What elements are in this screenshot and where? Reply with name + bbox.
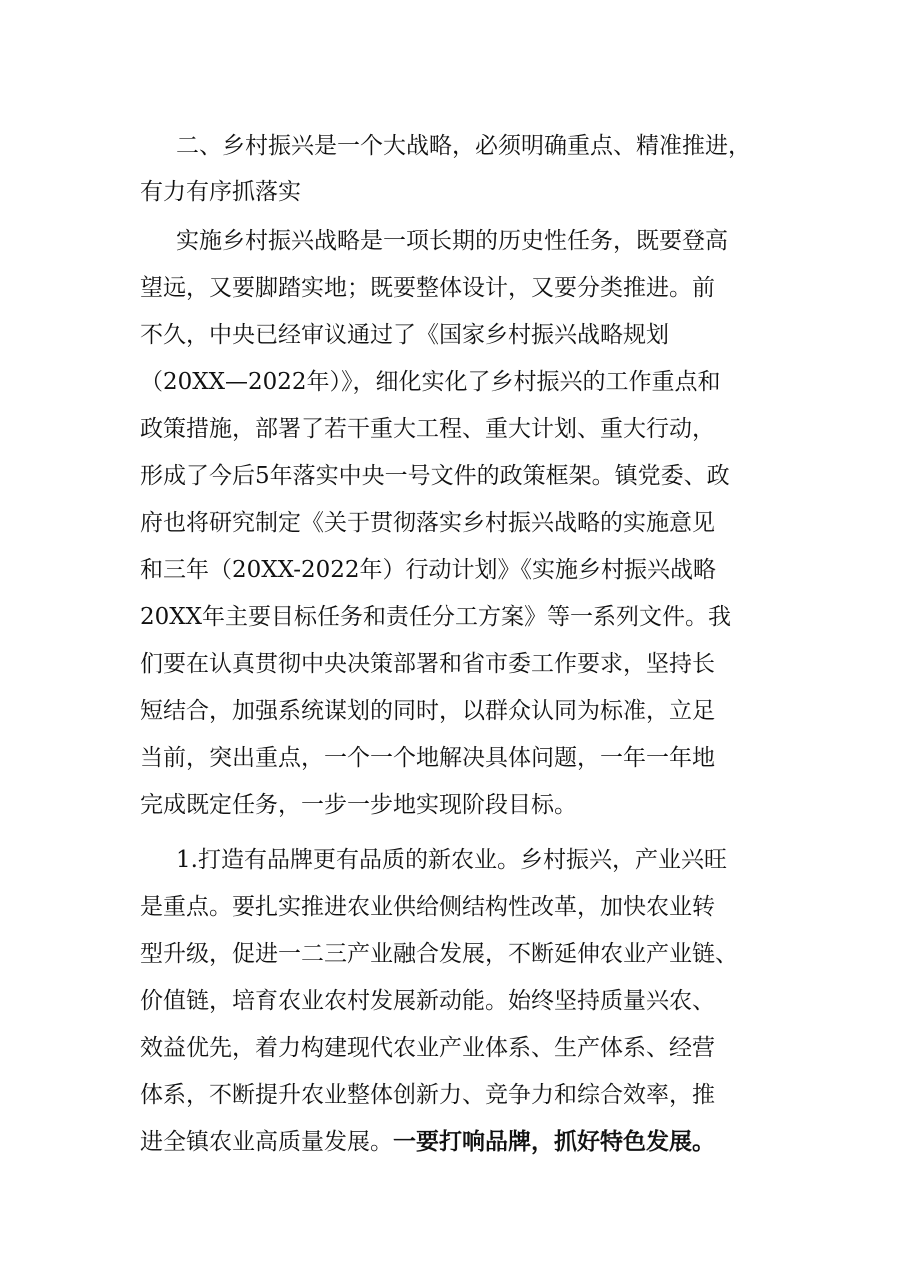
paragraph2-line-7: [140, 1122, 780, 1162]
paragraph1-line-2: 望远，又要脚踏实地；既要整体设计，又要分类推进。前: [140, 275, 715, 301]
paragraph2-line-2: 是重点。要扎实推进农业供给侧结构性改革，加快农业转: [140, 894, 715, 920]
paragraph1-line-8: 和三年（20XX-2022年）行动计划》《实施乡村振兴战略: [140, 557, 716, 583]
paragraph1-line-13: 完成既定任务，一步一步地实现阶段目标。: [140, 792, 577, 818]
paragraph2-line-4: 价值链，培育农业农村发展新动能。始终坚持质量兴农、: [140, 988, 715, 1014]
paragraph2-line-3: 型升级，促进一二三产业融合发展，不断延伸农业产业链、: [140, 941, 738, 967]
paragraph1-line-1: 实施乡村振兴战略是一项长期的历史性任务，既要登高: [176, 228, 728, 254]
paragraph2-line-5: 效益优先，着力构建现代农业产业体系、生产体系、经营: [140, 1035, 715, 1061]
paragraph2-last-bold-text: 一要打响品牌，抓好特色发展。: [393, 1128, 715, 1155]
paragraph1-line-5: 政策措施，部署了若干重大工程、重大计划、重大行动，: [140, 416, 715, 442]
paragraph1-line-9: 20XX年主要目标任务和责任分工方案》等一系列文件。我: [140, 604, 732, 630]
paragraph1-line-12: 当前，突出重点，一个一个地解决具体问题，一年一年地: [140, 745, 715, 771]
paragraph1-line-6: 形成了今后5年落实中央一号文件的政策框架。镇党委、政: [140, 463, 730, 489]
paragraph1-line-7: 府也将研究制定《关于贯彻落实乡村振兴战略的实施意见: [140, 510, 715, 536]
paragraph2-line-1: 1.打造有品牌更有品质的新农业。乡村振兴，产业兴旺: [176, 847, 727, 873]
paragraph1-line-4: （20XX—2022年）》，细化实化了乡村振兴的工作重点和: [140, 369, 721, 395]
paragraph1-line-11: 短结合，加强系统谋划的同时，以群众认同为标准，立足: [140, 698, 715, 724]
paragraph1-line-10: 们要在认真贯彻中央决策部署和省市委工作要求，坚持长: [140, 651, 715, 677]
section-heading-line-2: 有力有序抓落实: [140, 179, 301, 205]
paragraph2-line-6: 体系，不断提升农业整体创新力、竞争力和综合效率，推: [140, 1082, 715, 1108]
paragraph2-last-normal-text: 进全镇农业高质量发展。: [140, 1129, 393, 1155]
paragraph1-line-3: 不久，中央已经审议通过了《国家乡村振兴战略规划: [140, 322, 669, 348]
section-heading-line-1: 二、乡村振兴是一个大战略，必须明确重点、精准推进，: [176, 133, 751, 159]
